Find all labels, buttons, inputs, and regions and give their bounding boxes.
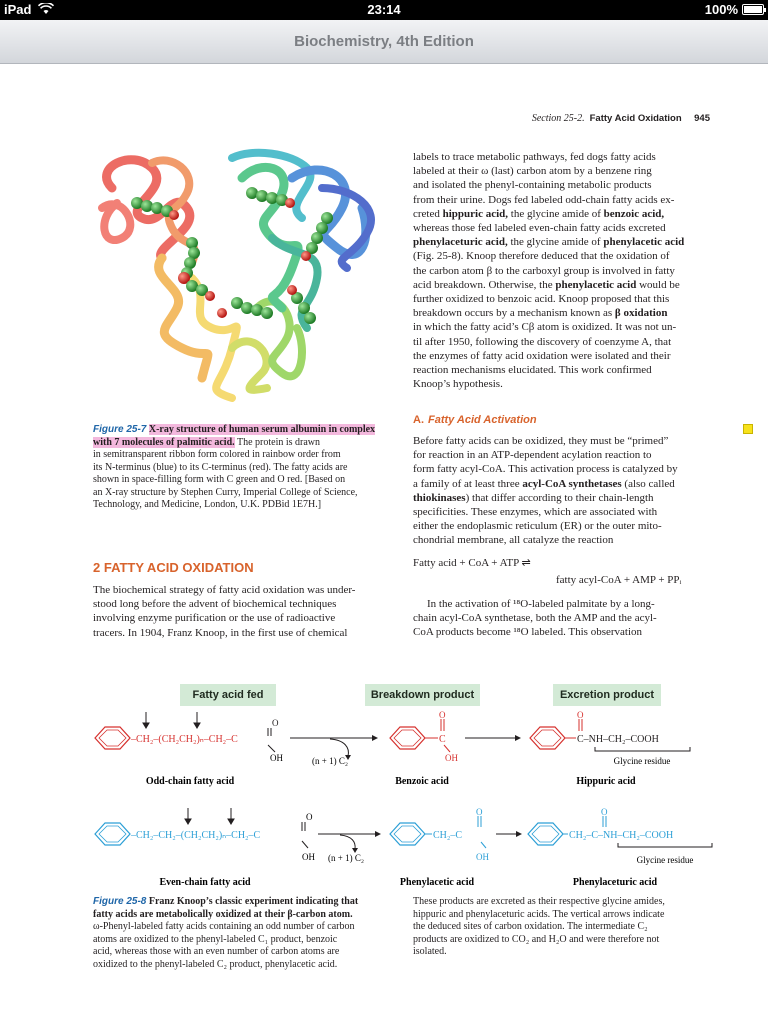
- battery-percent: 100%: [704, 2, 738, 17]
- section-heading: 2 FATTY ACID OXIDATION: [93, 560, 254, 575]
- caption-line: isolated.: [413, 946, 447, 957]
- text-line: til after 1950, following the discovery of coenzyme A, that: [413, 335, 672, 348]
- caption-line: acid, whereas those with an even number of carbon atoms are: [93, 946, 340, 957]
- caption-line: oxidized to the phenyl-labeled C₂ product, phenylacetic acid.: [93, 958, 338, 970]
- svg-text:O: O: [601, 807, 608, 817]
- subsection-title: Fatty Acid Activation: [428, 414, 537, 426]
- figure-25-8-caption-left: [93, 896, 393, 971]
- text-line: either the endoplasmic reticulum (ER) or the outer mito-: [413, 520, 662, 533]
- caption-line: ω-Phenyl-labeled fatty acids containing an odd number of carbon: [93, 921, 355, 932]
- book-title: Biochemistry, 4th Edition: [294, 33, 474, 50]
- benzene-ring-hippuric: [530, 727, 565, 749]
- caption-line: Technology, and Medicine, London, U.K. PDBid 1E7H.]: [93, 499, 322, 510]
- caption-line: [93, 896, 393, 909]
- subsection-letter: A.: [413, 414, 424, 426]
- svg-text:O: O: [577, 710, 584, 720]
- glycine-residue-label-1: Glycine residue: [613, 756, 671, 766]
- text-line: The biochemical strategy of fatty acid oxidation was under-: [93, 584, 356, 596]
- page-number: 945: [694, 113, 710, 124]
- caption-line: atoms are oxidized to the phenyl-labeled C₁ product, benzoic: [93, 933, 338, 945]
- even-chain-oh: OH: [302, 852, 315, 862]
- title-bar[interactable]: [0, 20, 768, 64]
- svg-text:OH: OH: [445, 753, 458, 763]
- text-line: stood long before the advent of biochemical techniques: [93, 598, 337, 611]
- text-line: from their urine. Dogs fed labeled odd-chain fatty acids ex-: [413, 193, 675, 206]
- text-line: labeled at their ω (last) carbon atom by a benzene ring: [413, 165, 652, 178]
- reaction-equation-left: Fatty acid + CoA + ATP ⇌: [413, 557, 531, 569]
- caption-line: its N-terminus (blue) to its C-terminus (red). The fatty acids are: [93, 461, 348, 473]
- text-line: the enzymes of fatty acid oxidation were isolated and their: [413, 349, 671, 362]
- caption-line: These products are excreted as their respective glycine amides,: [413, 896, 665, 907]
- figure-25-8-caption-right: [413, 896, 713, 959]
- text-line: CoA products become ¹⁸O labeled. This observation: [413, 626, 643, 639]
- header-fatty-acid-fed: Fatty acid fed: [180, 684, 276, 706]
- text-line: the carbon atom β to the carboxyl group is involved in fatty: [413, 264, 675, 277]
- benzene-ring-phenylacetic: [390, 823, 425, 845]
- caption-line: [93, 424, 388, 449]
- text-line: Knoop’s hypothesis.: [413, 378, 503, 391]
- figure-highlight: X-ray structure of human serum albumin in complex with 7 molecules of palmitic acid.: [93, 424, 376, 448]
- odd-chain-formula: –CH₂–(CH₂CH₂)ₙ–CH₂–C: [131, 734, 238, 745]
- caption-line: hippuric and phenylaceturic acids. The vertical arrows indicate: [413, 908, 665, 920]
- text-line: chondrial membrane, all catalyze the reaction: [413, 534, 614, 547]
- figure-label: Figure 25-8: [93, 896, 147, 907]
- figure-25-7-caption: [93, 424, 388, 512]
- benzene-ring-odd: [95, 727, 130, 749]
- caption-text: The protein is drawn: [236, 436, 321, 448]
- text-line: breakdown occurs by a mechanism known as β oxidation: [413, 307, 668, 320]
- text-line: for reaction in an ATP-dependent acylation reaction to: [413, 449, 652, 462]
- sticky-note-icon[interactable]: [743, 424, 753, 434]
- protein-structure-image: [92, 148, 392, 410]
- text-line: acid breakdown. Otherwise, the phenylacetic acid would be: [413, 278, 680, 291]
- svg-text:OH: OH: [476, 852, 489, 862]
- text-line: involving enzyme purification or the use of radioactive: [93, 612, 336, 625]
- odd-chain-name: Odd-chain fatty acid: [145, 776, 235, 787]
- phenylacetic-formula: CH₂–C: [433, 830, 463, 841]
- right-column-paragraph: [413, 150, 711, 391]
- text-line: chain acyl-CoA synthetase, both the AMP and the acyl-: [413, 612, 657, 625]
- section-number: Section 25-2.: [531, 113, 585, 124]
- caption-bold-text: Franz Knoop’s classic experiment indicating that: [148, 896, 359, 907]
- text-line: and isolated the phenyl-containing metabolic products: [413, 179, 652, 192]
- running-head: [532, 113, 710, 124]
- caption-line: the deduced sites of carbon oxidation. The intermediate C₂: [413, 921, 648, 932]
- glycine-residue-label-2: Glycine residue: [636, 855, 694, 865]
- benzoic-acid-name: Benzoic acid: [395, 776, 449, 787]
- even-chain-name: Even-chain fatty acid: [159, 877, 251, 888]
- text-line: specificities. These enzymes, which are associated with: [413, 506, 658, 519]
- figure-label: Figure 25-7: [93, 424, 147, 435]
- svg-text:O: O: [439, 710, 446, 720]
- phenylacetic-acid-name: Phenylacetic acid: [399, 877, 475, 888]
- text-line: tracers. In 1904, Franz Knoop, in the first use of chemical: [93, 626, 348, 639]
- benzene-ring-phenylaceturic: [528, 823, 563, 845]
- text-line: reaction mechanisms elucidated. This work confirmed: [413, 364, 652, 377]
- svg-text:C: C: [439, 734, 446, 745]
- caption-line: fatty acids are metabolically oxidized at their β-carbon atom.: [93, 908, 353, 920]
- battery-icon: [742, 4, 764, 15]
- hippuric-acid-name: Hippuric acid: [576, 776, 636, 787]
- text-line: in which the fatty acid’s Cβ atom is oxidized. It was not un-: [413, 321, 677, 334]
- caption-line: products are oxidized to CO₂ and H₂O and were therefore not: [413, 933, 660, 945]
- text-line: phenylaceturic acid, the glycine amide of phenylacetic acid: [413, 236, 685, 249]
- after-paragraph: [413, 597, 711, 640]
- clock: 23:14: [367, 2, 401, 17]
- text-line: In the activation of ¹⁸O-labeled palmitate by a long-: [427, 598, 655, 610]
- text-line: a family of at least three acyl-CoA synthetases (also called: [413, 477, 675, 490]
- hippuric-formula: C–NH–CH₂–COOH: [577, 734, 659, 745]
- text-line: (Fig. 25-8). Knoop therefore deduced that the oxidation of: [413, 250, 670, 263]
- svg-text:O: O: [476, 807, 483, 817]
- subsection-heading: [413, 414, 537, 426]
- text-line: labels to trace metabolic pathways, fed dogs fatty acids: [413, 151, 656, 163]
- benzene-ring-benzoic: [390, 727, 425, 749]
- phenylaceturic-acid-name: Phenylaceturic acid: [572, 877, 658, 888]
- reaction-equation-right: fatty acyl-CoA + AMP + PPᵢ: [556, 574, 682, 586]
- even-arrow-label: (n + 1) C₂: [328, 853, 364, 863]
- caption-line: in semitransparent ribbon form colored in rainbow order from: [93, 449, 341, 460]
- text-line: further oxidized to benzoic acid. Knoop proposed that this: [413, 293, 670, 306]
- section-title: Fatty Acid Oxidation: [589, 113, 682, 124]
- activation-paragraph: [413, 434, 711, 548]
- header-excretion-product: Excretion product: [553, 684, 661, 706]
- section2-paragraph: [93, 583, 390, 640]
- text-line: form fatty acyl-CoA. This activation process is catalyzed by: [413, 463, 678, 476]
- odd-chain-o: O: [272, 718, 279, 728]
- text-line: thiokinases) that differ according to their chain-length: [413, 491, 654, 504]
- even-chain-o: O: [306, 812, 313, 822]
- caption-line: shown in space-filling form with C green and O red. [Based on: [93, 474, 346, 485]
- text-line: creted hippuric acid, the glycine amide of benzoic acid,: [413, 207, 665, 220]
- odd-chain-oh: OH: [270, 753, 283, 763]
- phenylaceturic-formula: CH₂–C–NH–CH₂–COOH: [569, 830, 674, 841]
- odd-arrow-label: (n + 1) C₂: [312, 756, 348, 766]
- device-name: iPad: [4, 2, 32, 17]
- status-bar: [0, 0, 768, 20]
- text-line: Before fatty acids can be oxidized, they must be “primed”: [413, 435, 669, 447]
- benzene-ring-even: [95, 823, 130, 845]
- even-chain-formula: –CH₂–CH₂–(CH₂CH₂)ₙ–CH₂–C: [131, 830, 261, 841]
- header-breakdown-product: Breakdown product: [365, 684, 480, 706]
- caption-line: an X-ray structure by Stephen Curry, Imperial College of Science,: [93, 486, 358, 498]
- text-line: whereas those fed labeled even-chain fatty acids excreted: [413, 222, 666, 235]
